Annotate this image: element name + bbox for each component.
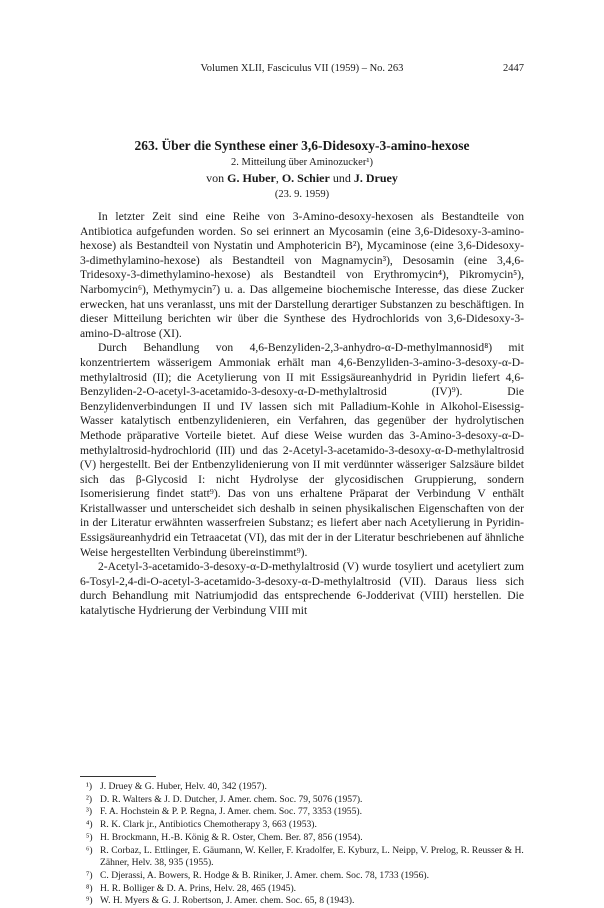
footnote-number: ⁹) [86,895,93,907]
footnote-text: W. H. Myers & G. J. Robertson, J. Amer. chem. Soc. 65, 8 (1943). [100,895,355,907]
footnote [80,819,524,832]
authors-sep-1: , [275,171,282,185]
footnote [80,870,524,883]
footnote-text: H. Brockmann, H.-B. König & R. Oster, Chem. Ber. 87, 856 (1954). [100,831,363,843]
authors-prefix: von [206,171,228,185]
footnote-number: ⁴) [86,819,93,831]
footnote-number: ¹) [86,781,93,792]
author-3: J. Druey [353,171,398,185]
article-header [80,138,524,202]
paragraph-2: Durch Behandlung von 4,6-Benzyliden-2,3-anhydro-α-D-methylmannosid⁸) mit konzentriertem wässerigem Ammoniak erhält man 4,6-Benzyliden-3-amino-3-desoxy-α-D-methylaltrosid (II); die Acetylierung von II mit Essigsäureanhydrid in Pyridin liefert 4,6-Benzyliden-2-O-acetyl-3-acetamido-3-desoxy-α-D-methylaltrosid (IV)⁹). Die Benzylidenverbindungen II und IV lassen sich mit Palladium-Kohle in Alkohol-Eisessig-Wasser katalytisch entbenzylidenieren, ein Verfahren, das gegenüber der hydrolytischen Methode präparative Vorteile bietet. Auf diese Weise wurden das 3-Amino-3-desoxy-α-D-methylaltrosid-hydrochlorid (III) und das 2-Acetyl-3-acetamido-3-desoxy-α-D-methylaltrosid (V) hergestellt. Bei der Entbenzylidenierung von II mit verdünnter wässeriger Salzsäure bildet sich das β-Glycosid I: nicht Hydrolyse der glycosidischen Gruppierung, sondern Isomerisierung findet statt⁹). Das von uns erhaltene Präparat der Verbindung V enthält Kristallwasser und unterscheidet sich deshalb in seinen physikalischen Eigenschaften von der in der Literatur erwähnten wasserfreien Substanz; es liefert aber nach Acetylierung in Pyridin-Essigsäureanhydrid ein Tetraacetat (VI), das mit der in der Literatur beschriebenen auf ähnliche Weise hergestellten Verbindung übereinstimmt⁹). [80,341,524,559]
footnote-text: D. R. Walters & J. D. Dutcher, J. Amer. chem. Soc. 79, 5076 (1957). [100,793,363,805]
footnote [80,845,524,870]
running-head [80,62,524,75]
running-head-text: Volumen XLII, Fasciculus VII (1959) – No. 263 [200,63,404,74]
article-title: 263. Über die Synthese einer 3,6-Didesoxy-3-amino-hexose [134,138,470,153]
footnote [80,806,524,819]
footnote [80,895,524,908]
paragraph-3: 2-Acetyl-3-acetamido-3-desoxy-α-D-methylaltrosid (V) wurde tosyliert und acetyliert zum 6-Tosyl-2,4-di-O-acetyl-3-acetamido-3-desoxy-α-D-methylaltrosid (VII). Daraus liess sich durch Behandlung mit Natriumjodid das entsprechende 6-Jodderivat (VIII) herstellen. Die katalytische Hydrierung der Verbindung VIII mit [80,560,524,618]
footnote-text: F. A. Hochstein & P. P. Regna, J. Amer. chem. Soc. 77, 3353 (1955). [100,806,362,818]
footnote-number: ²) [86,793,93,805]
footnote-text: H. R. Bolliger & D. A. Prins, Helv. 28, 465 (1945). [100,882,297,894]
footnote-number: ⁸) [86,882,93,894]
article-subtitle: 2. Mitteilung über Aminozucker¹) [231,157,373,168]
article-date: (23. 9. 1959) [274,189,330,200]
footnote-number: ⁶) [86,844,93,856]
footnote-text: J. Druey & G. Huber, Helv. 40, 342 (1957). [100,781,267,792]
authors-sep-2: und [329,171,354,185]
article-authors [80,171,524,186]
article-body [80,210,524,619]
footnote-text: R. Corbaz, L. Ettlinger, E. Gäumann, W. Keller, F. Kradolfer, E. Kyburz, L. Neipp, V. Prelog, R. Reusser & H. Zähner, Helv. 38, 935 (1955). [100,844,524,869]
footnote-number: ³) [86,806,93,818]
footnote-number: ⁵) [86,831,93,843]
paragraph-1: In letzter Zeit sind eine Reihe von 3-Amino-desoxy-hexosen als Bestandteile von Antibiotica aufgefunden worden. So sei erinnert an Mycosamin (eine 3,6-Didesoxy-3-amino-hexose) als Bestandteil von Nystatin und Amphotericin B²), Mycaminose (eine 3,6-Didesoxy-3-dimethylamino-hexose) als Bestandteil von Magnamycin³), Desosamin (eine 3,4,6-Tridesoxy-3-dimethylamino-hexose) als Bestandteil von Erythromycin⁴), Pikromycin⁵), Narbomycin⁶), Methymycin⁷) u. a. Das allgemeine biochemische Interesse, das diese Zucker erwecken, hat uns veranlasst, uns mit der Darstellung derartiger Substanzen zu beschäftigen. In dieser Mitteilung berichten wir über die Synthese des Hydrochlorids von 3,6-Didesoxy-3-amino-D-altrose (XI). [80,210,524,340]
footnote [80,781,524,794]
author-2: O. Schier [281,171,330,185]
footnote-text: C. Djerassi, A. Bowers, R. Hodge & B. Riniker, J. Amer. chem. Soc. 78, 1733 (1956). [100,869,429,881]
footnote-number: ⁷) [86,869,93,881]
page-number: 2447 [503,63,524,74]
footnote [80,794,524,807]
author-1: G. Huber [227,171,276,185]
footnote-text: R. K. Clark jr., Antibiotics Chemotherapy 3, 663 (1953). [100,819,317,831]
footnote-rule [80,776,156,777]
footnote [80,832,524,845]
